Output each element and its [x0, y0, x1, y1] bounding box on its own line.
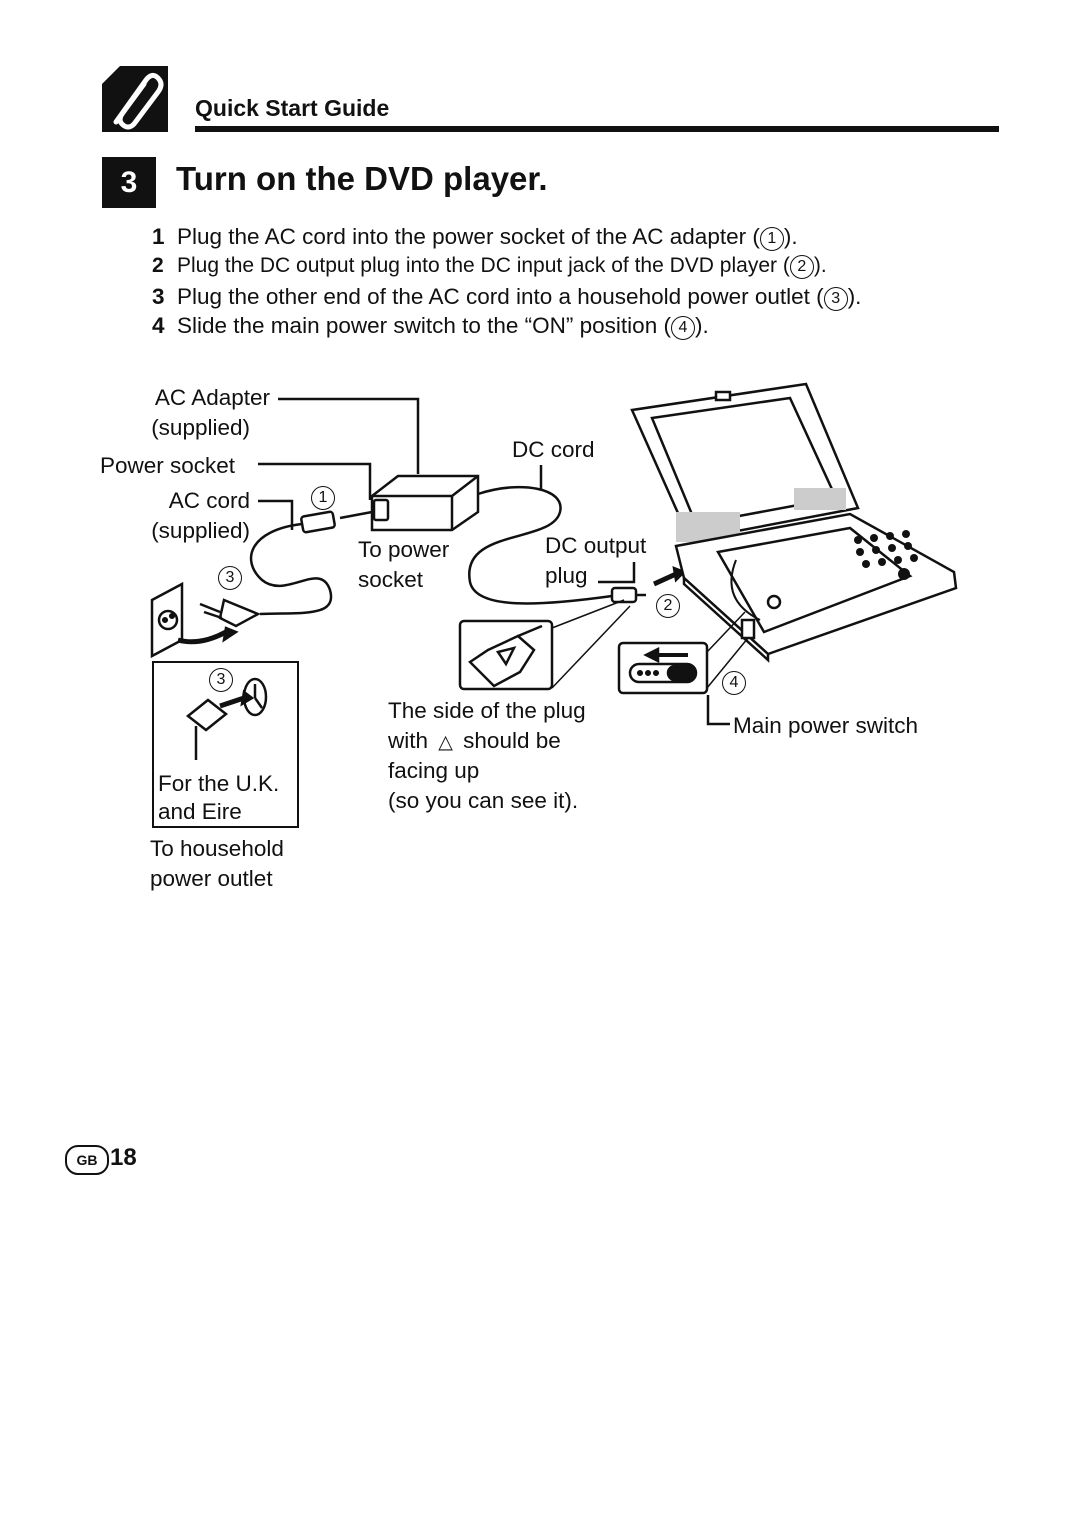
ac-cord [251, 511, 372, 614]
circled-marker: 2 [790, 255, 814, 279]
ac-cord-sublabel: (supplied) [151, 518, 250, 543]
instruction-text: Plug the other end of the AC cord into a household power outlet ( [177, 284, 824, 309]
instruction-text-end: ). [783, 224, 798, 249]
circled-marker: 4 [671, 316, 695, 340]
marker-3-uk: 3 [209, 668, 233, 692]
section-title: Quick Start Guide [195, 95, 390, 121]
instruction-number: 4 [152, 313, 165, 338]
instruction-text: Plug the AC cord into the power socket of the AC adapter ( [177, 224, 760, 249]
uk-label-line2: and Eire [158, 799, 242, 824]
marker-4: 4 [722, 671, 746, 695]
power-socket-label: Power socket [100, 453, 236, 478]
instruction-number: 2 [152, 254, 164, 277]
instruction-number: 1 [152, 224, 165, 249]
plug-note-line1: The side of the plug [388, 698, 586, 723]
dc-output-leader [598, 562, 634, 582]
dvd-player [632, 384, 956, 660]
marker-2: 2 [656, 594, 680, 618]
to-power-sublabel: socket [358, 567, 424, 592]
main-switch-label: Main power switch [733, 713, 919, 738]
step-title: Turn on the DVD player. [176, 160, 548, 197]
region-badge: GB [65, 1145, 109, 1175]
circled-marker: 1 [760, 227, 784, 251]
triangle-up-icon: △ [438, 732, 453, 753]
ac-cord-label: AC cord [168, 488, 250, 513]
instruction-number: 3 [152, 284, 165, 309]
plug-note-line3: facing up [388, 758, 480, 783]
main-switch-leader [708, 695, 730, 724]
instruction-text-end: ). [847, 284, 862, 309]
instruction-text-end: ). [813, 254, 827, 277]
marker-1: 1 [311, 486, 335, 510]
instruction-text: Slide the main power switch to the “ON” position ( [177, 313, 671, 338]
plug-note-line2 [388, 726, 561, 758]
plug-note-with: with [388, 728, 429, 753]
dc-output-sublabel: plug [545, 563, 588, 588]
step-number-badge: 3 [102, 157, 156, 208]
wall-outlet [152, 584, 258, 656]
circled-marker: 3 [824, 287, 848, 311]
to-power-label: To power [358, 537, 450, 562]
plug-note-should-be: should be [463, 728, 561, 753]
ac-adapter-sublabel: (supplied) [151, 415, 250, 440]
plug-note-line4: (so you can see it). [388, 788, 579, 813]
uk-label-line1: For the U.K. [158, 771, 280, 796]
uk-plug-icon [188, 679, 266, 760]
instruction-text-end: ). [694, 313, 709, 338]
marker-3-outlet: 3 [218, 566, 242, 590]
dc-cord-label: DC cord [512, 437, 595, 462]
page-number: 18 [110, 1144, 137, 1171]
plug-closeup [460, 600, 630, 689]
ac-adapter-label: AC Adapter [154, 385, 270, 410]
household-label-line1: To household [150, 836, 284, 861]
ac-adapter [372, 476, 478, 530]
instruction-text: Plug the DC output plug into the DC input jack of the DVD player ( [177, 254, 790, 277]
household-label-line2: power outlet [150, 866, 273, 891]
dc-output-label: DC output [545, 533, 647, 558]
